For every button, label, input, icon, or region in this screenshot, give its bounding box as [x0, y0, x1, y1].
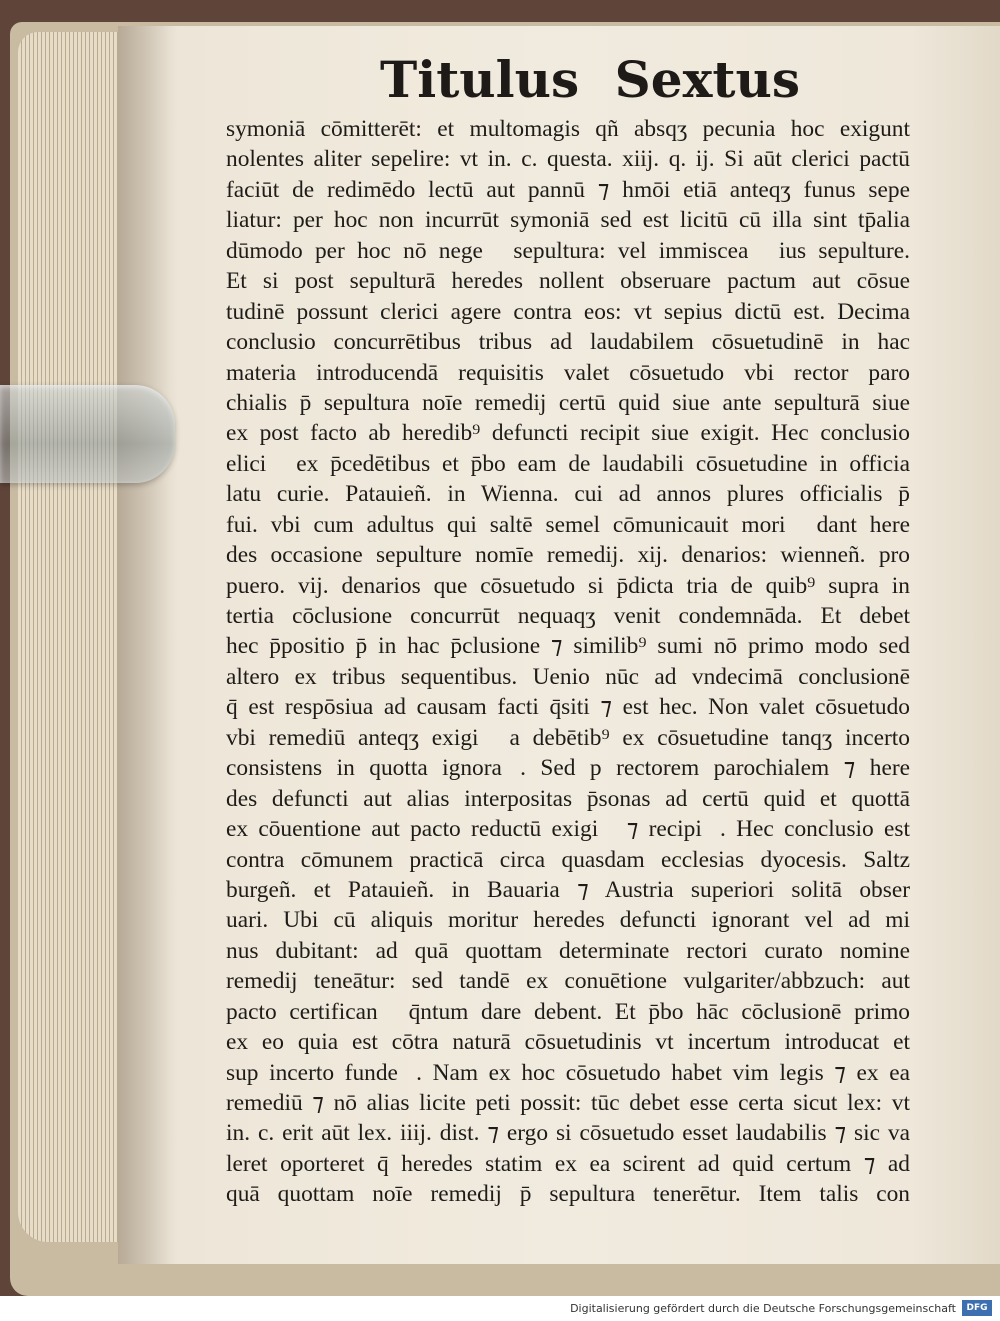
text-line: latu curie. Patauieñ. in Wienna. cui ad annos plures officialis p̄ [226, 481, 910, 508]
text-line: des occasione sepulture nomīe remedij. xij. denarios: wienneñ. pro [226, 542, 910, 569]
text-line: ex eo quia est cōtra naturā cōsuetudinis vt incertum introducat et [226, 1029, 910, 1056]
text-line: materia introducendā requisitis valet cōsuetudo vbi rector paro [226, 359, 910, 386]
glass-page-weight [0, 385, 175, 483]
text-line: Et si post sepulturā heredes nollent obseruare pactum aut cōsue [226, 268, 910, 295]
text-line: contra cōmunem practicā circa quasdam ecclesias dyocesis. Saltz [226, 846, 910, 873]
running-head-right: Sextus [614, 49, 800, 109]
gutter-shadow [118, 26, 178, 1264]
text-line: uari. Ubi cū aliquis moritur heredes defuncti ignorant vel ad mi [226, 907, 910, 934]
footer-credit: Digitalisierung gefördert durch die Deutsche Forschungsgemeinschaft [570, 1302, 956, 1315]
text-line: remediū ⁊ nō alias licite peti possit: tūc debet esse certa sicut lex: vt [226, 1090, 910, 1116]
text-line: ex cōuentione aut pacto reductū exigiᷓ ⁊ recipiᷓ. Hec conclusio est [226, 816, 910, 843]
text-line: leret oporteret q̄ heredes statim ex ea scirent ad quid certum ⁊ ad [226, 1150, 910, 1177]
text-line: dūmodo per hoc nō negeᷓ sepultura: vel immisceaᷓ ius sepulture. [226, 237, 910, 264]
text-line: symoniā cōmitterēt: et multomagis qñ absqʒ pecunia hoc exigunt [226, 116, 910, 142]
text-line: faciūt de redimēdo lectū aut pannū ⁊ hmōi etiā anteqʒ funus sepe [226, 176, 910, 203]
text-line: nus dubitant: ad quā quottam determinate rectori curato nomine [226, 937, 910, 964]
text-line: pacto certificanᷓ q̄ntum dare debent. Et p̄bo hāc cōclusionē primo [226, 998, 910, 1025]
text-line: conclusio concurrētibus tribus ad laudabilem cōsuetudinē in hac [226, 329, 910, 356]
running-head [380, 44, 800, 114]
dfg-logo: DFG [962, 1300, 992, 1316]
text-line: q̄ est respōsiua ad causam facti q̄siti ⁊ est hec. Non valet cōsuetudo [226, 694, 910, 721]
text-line: des defuncti aut alias interpositas p̄sonas ad certū quid et quottā [226, 785, 910, 812]
text-line: nolentes aliter sepelire: vt in. c. questa. xiij. q. ij. Si aūt clerici pactū [226, 146, 910, 173]
text-line: chialis p̄ sepultura noīe remedij certū quid siue ante sepulturā siue [226, 389, 910, 416]
text-line: hec p̄positio p̄ in hac p̄clusione ⁊ similib⁹ sumi nō primo modo sed [226, 633, 910, 660]
text-line: burgeñ. et Patauieñ. in Bauaria ⁊ Austria superiori solitā obser [226, 876, 910, 903]
text-line: remedij teneātur: sed tandē ex conuētione vulgariter/abbzuch: aut [226, 968, 910, 995]
text-line: eliciᷓ ex p̄cedētibus et p̄bo eam de laudabili cōsuetudine in officia [226, 450, 910, 477]
text-line: in. c. erit aūt lex. iiij. dist. ⁊ ergo si cōsuetudo esset laudabilis ⁊ sic va [226, 1120, 910, 1147]
text-line: altero ex tribus sequentibus. Uenio nūc ad vndecimā conclusionē [226, 663, 910, 690]
text-line: sup incerto fundeᷓ. Nam ex hoc cōsuetudo habet vim legis ⁊ ex ea [226, 1059, 910, 1086]
text-line: puero. vij. denarios que cōsuetudo si p̄dicta tria de quib⁹ supra in [226, 572, 910, 599]
text-line: consistens in quotta ignoraᷓ. Sed p rectorem parochialem ⁊ here [226, 755, 910, 782]
text-line: tertia cōclusione concurrūt nequaqʒ venit condemnāda. Et debet [226, 603, 910, 629]
text-line: vbi remediū anteqʒ exigiᷓ a debētib⁹ ex cōsuetudine tanqʒ incerto [226, 724, 910, 751]
text-line: ex post facto ab heredib⁹ defuncti recipit siue exigit. Hec conclusio [226, 420, 910, 447]
text-line: fui. vbi cum adultus qui saltē semel cōmunicauit moriᷓ dant here [226, 511, 910, 538]
running-head-left: Titulus [380, 49, 580, 109]
text-line: quā quottam noīe remedij p̄ sepultura tenerētur. Item talis con [226, 1181, 910, 1208]
text-line: liatur: per hoc non incurrūt symoniā sed est licitū cū illa sint tp̄alia [226, 207, 910, 234]
text-line: tudinē possunt clerici agere contra eos: vt sepius dictū est. Decima [226, 298, 910, 325]
body-text [226, 114, 910, 1210]
